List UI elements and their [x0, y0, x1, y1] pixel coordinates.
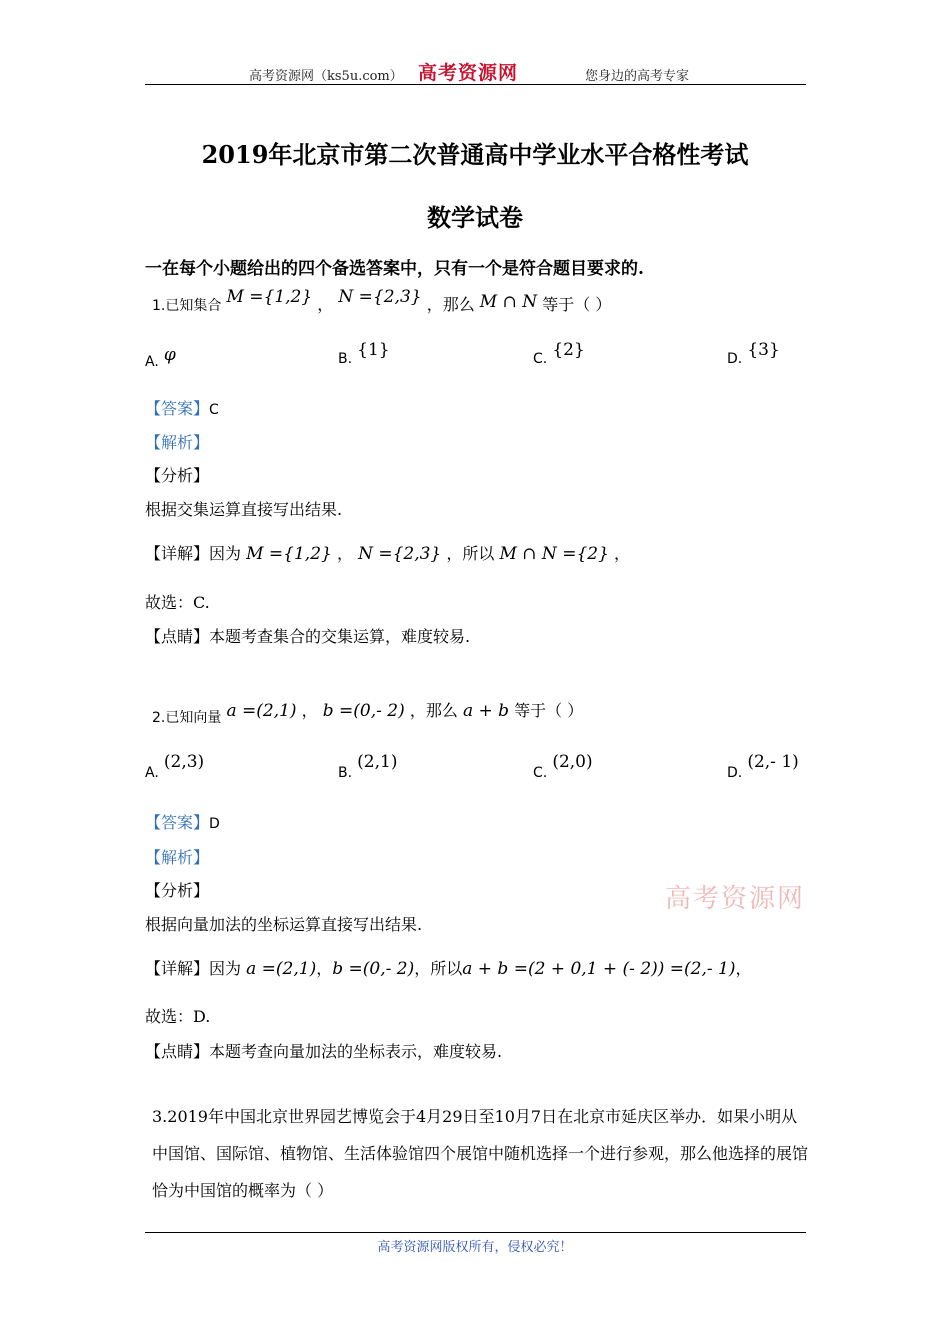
- page-title: 2019年北京市第二次普通高中学业水平合格性考试: [201, 140, 749, 169]
- q1-stem-mid: ，那么: [426, 295, 475, 314]
- detail-mid: ，所以: [414, 959, 463, 978]
- q1-option-c: [533, 340, 585, 367]
- header-logo: 高考资源网: [418, 62, 519, 84]
- detail-set-m: M ={1,2}: [246, 544, 332, 564]
- detail-mid: ，所以: [446, 544, 495, 563]
- q1-dianjing: [145, 624, 470, 647]
- option-value: (2,3): [163, 752, 205, 772]
- page-subtitle: 数学试卷: [427, 203, 523, 232]
- detail-comma: ，: [316, 959, 333, 978]
- q1-detail: [145, 541, 630, 564]
- q1-option-d: [727, 340, 780, 367]
- q2-option-d: [727, 752, 799, 781]
- q2-stem-prefix: 2.已知向量: [152, 710, 222, 726]
- detail-tag: 【详解】: [145, 544, 210, 563]
- option-value: {1}: [357, 340, 390, 360]
- q1-answer: [145, 396, 219, 419]
- option-value: (2,0): [552, 752, 593, 772]
- option-value: φ: [163, 345, 176, 365]
- q1-fenxi-text: 根据交集运算直接写出结果.: [145, 500, 343, 519]
- q2-stem: [152, 698, 584, 726]
- dianjing-text: 本题考查集合的交集运算，难度较易.: [209, 627, 471, 646]
- footer-rule: [145, 1232, 806, 1233]
- detail-end: ，: [614, 544, 631, 563]
- header-rule: [145, 84, 806, 85]
- dianjing-text: 本题考查向量加法的坐标表示，难度较易.: [209, 1042, 503, 1061]
- q2-fenxi-text: 根据向量加法的坐标运算直接写出结果.: [145, 915, 423, 934]
- header-site-name: 高考资源网（ks5u.com）: [249, 69, 403, 84]
- option-value: {3}: [747, 340, 780, 360]
- option-label: B.: [338, 351, 353, 367]
- footer-copyright: 高考资源网版权所有，侵权必究！: [377, 1240, 573, 1255]
- answer-value: D: [209, 816, 220, 832]
- q1-comma: ，: [317, 295, 334, 314]
- q2-dianjing: [145, 1039, 502, 1062]
- option-value: {2}: [552, 340, 585, 360]
- q1-set-n: N ={2,3}: [338, 287, 422, 307]
- q1-set-m: M ={1,2}: [226, 287, 313, 307]
- q2-vector-a: a =(2,1): [226, 701, 297, 721]
- option-label: A.: [145, 354, 159, 370]
- q2-answer: [145, 810, 220, 833]
- q1-analysis-tag: 【解析】: [145, 433, 210, 452]
- answer-tag: 【答案】: [145, 399, 210, 418]
- q1-option-a: [145, 345, 176, 370]
- q3-stem: 3.2019年中国北京世界园艺博览会于4月29日至10月7日在北京市延庆区举办．如果小明从中国馆、国际馆、植物馆、生活体验馆四个展馆中随机选择一个进行参观，那么他选择的展馆恰为中国馆的概率为（ ）: [152, 1107, 809, 1200]
- detail-result: a + b =(2 + 0,1 + (- 2)) =(2,- 1): [462, 959, 736, 979]
- q2-vector-b: b =(0,- 2): [322, 701, 405, 721]
- q2-option-c: [533, 752, 593, 781]
- detail-comma: ，: [336, 544, 353, 563]
- q1-stem-suffix: 等于（ ）: [542, 295, 612, 314]
- option-value: (2,- 1): [747, 752, 799, 772]
- option-label: B.: [338, 765, 353, 781]
- detail-end: ，: [735, 959, 752, 978]
- q2-detail: [145, 956, 752, 979]
- q1-stem: [152, 287, 612, 315]
- detail-prefix: 因为: [209, 959, 242, 978]
- q2-analysis-tag: 【解析】: [145, 848, 210, 867]
- answer-tag: 【答案】: [145, 813, 210, 832]
- header-slogan: 您身边的高考专家: [585, 69, 690, 84]
- detail-vector-a: a =(2,1): [246, 959, 317, 979]
- detail-set-n: N ={2,3}: [358, 544, 442, 564]
- answer-value: C: [209, 402, 219, 418]
- option-label: A.: [145, 765, 159, 781]
- q1-option-b: [338, 340, 390, 367]
- detail-tag: 【详解】: [145, 959, 210, 978]
- dianjing-tag: 【点睛】: [145, 627, 210, 646]
- q1-fenxi-tag: 【分析】: [145, 466, 210, 485]
- detail-vector-b: b =(0,- 2): [332, 959, 415, 979]
- option-label: C.: [533, 765, 548, 781]
- watermark: 高考资源网: [665, 884, 806, 914]
- detail-result: M ∩ N ={2}: [499, 544, 609, 564]
- q2-option-b: [338, 752, 398, 781]
- q1-choice: 故选：C.: [145, 593, 210, 612]
- detail-prefix: 因为: [209, 544, 242, 563]
- dianjing-tag: 【点睛】: [145, 1042, 210, 1061]
- option-label: C.: [533, 351, 548, 367]
- q2-expr: a + b: [462, 701, 510, 721]
- option-label: D.: [727, 765, 743, 781]
- q2-choice: 故选：D.: [145, 1007, 211, 1026]
- q2-stem-suffix: 等于（ ）: [514, 701, 584, 720]
- q2-option-a: [145, 752, 205, 781]
- q1-expr: M ∩ N: [479, 292, 538, 312]
- q1-stem-prefix: 1.已知集合: [152, 298, 222, 314]
- q2-fenxi-tag: 【分析】: [145, 881, 210, 900]
- section-heading: 一在每个小题给出的四个备选答案中，只有一个是符合题目要求的.: [145, 259, 644, 279]
- option-label: D.: [727, 351, 743, 367]
- q2-stem-mid: ，那么: [409, 701, 458, 720]
- q2-comma: ，: [301, 701, 318, 720]
- option-value: (2,1): [357, 752, 398, 772]
